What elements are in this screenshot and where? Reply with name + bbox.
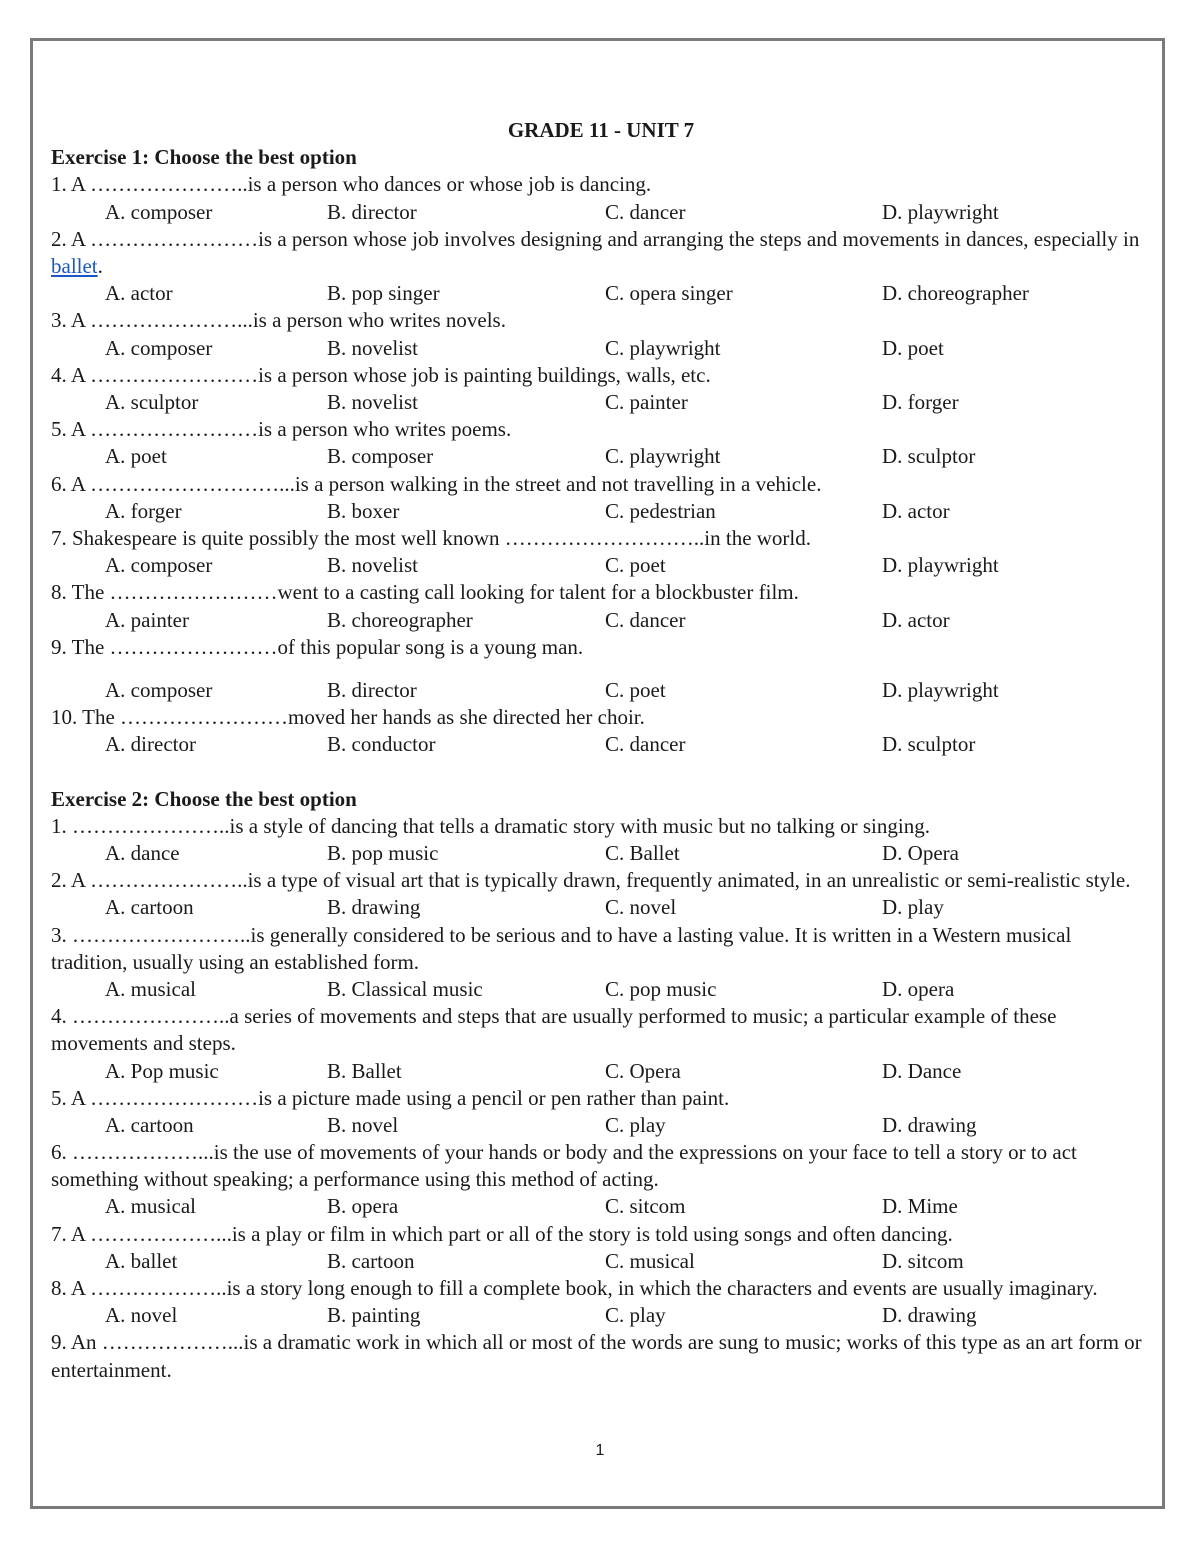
question-text — [51, 416, 1151, 443]
question-text — [51, 1275, 1151, 1302]
options-row — [51, 335, 1151, 362]
question-text — [51, 704, 1151, 731]
page-number: 1 — [595, 1442, 605, 1459]
question-stem: 1. A …………………..is a person who dances or whose job is dancing. — [51, 172, 652, 197]
question-stem: 5. A ……………………is a picture made using a pencil or pen rather than paint. — [51, 1085, 730, 1110]
option-b: B. novelist — [327, 389, 419, 414]
question-text — [51, 579, 1151, 606]
exercises — [51, 144, 1151, 1384]
question-stem: 2. A ……………………is a person whose job involves designing and arranging the steps and movements in dances, especially in — [51, 226, 1140, 251]
option-c: C. dancer — [605, 607, 686, 632]
ballet-link[interactable]: ballet — [51, 254, 98, 278]
options-row — [51, 280, 1151, 307]
option-a: A. composer — [105, 677, 213, 702]
question-stem: 8. The ……………………went to a casting call looking for talent for a blockbuster film. — [51, 580, 799, 605]
question-text — [51, 634, 1151, 661]
option-d: D. playwright — [882, 553, 999, 578]
option-a: A. painter — [105, 607, 189, 632]
option-d: D. forger — [882, 389, 959, 414]
option-c: C. play — [605, 1303, 666, 1328]
option-c: C. Opera — [605, 1058, 681, 1083]
option-a: A. forger — [105, 498, 182, 523]
question-text — [51, 307, 1151, 334]
option-a: A. composer — [105, 553, 213, 578]
options-row — [51, 1058, 1151, 1085]
option-b: B. conductor — [327, 732, 436, 757]
question-spacer — [51, 661, 1151, 677]
question-text — [51, 867, 1151, 894]
options-row — [51, 389, 1151, 416]
option-d: D. playwright — [882, 199, 999, 224]
question-text — [51, 1085, 1151, 1112]
question-text — [51, 1139, 1151, 1193]
option-c: C. opera singer — [605, 281, 733, 306]
question-text — [51, 1221, 1151, 1248]
options-row — [51, 199, 1151, 226]
option-b: B. choreographer — [327, 607, 473, 632]
question-text — [51, 171, 1151, 198]
option-a: A. sculptor — [105, 389, 199, 414]
option-b: B. pop music — [327, 840, 439, 865]
question-stem: 9. The ……………………of this popular song is a young man. — [51, 634, 584, 659]
option-b: B. painting — [327, 1303, 421, 1328]
question-stem: 7. Shakespeare is quite possibly the most well known ………………………..in the world. — [51, 525, 812, 550]
option-b: B. opera — [327, 1194, 399, 1219]
options-row — [51, 1248, 1151, 1275]
question-text — [51, 1003, 1151, 1057]
options-row — [51, 677, 1151, 704]
option-b: B. drawing — [327, 895, 421, 920]
exercise-heading: Exercise 1: Choose the best option — [51, 145, 357, 170]
options-row — [51, 894, 1151, 921]
option-a: A. Pop music — [105, 1058, 219, 1083]
option-c: C. sitcom — [605, 1194, 686, 1219]
option-c: C. pedestrian — [605, 498, 716, 523]
option-c: C. dancer — [605, 732, 686, 757]
option-b: B. director — [327, 677, 417, 702]
option-d: D. sitcom — [882, 1248, 964, 1273]
option-b: B. novelist — [327, 553, 419, 578]
option-c: C. play — [605, 1112, 666, 1137]
option-d: D. Mime — [882, 1194, 958, 1219]
question-text — [51, 525, 1151, 552]
option-c: C. pop music — [605, 976, 717, 1001]
option-c: C. dancer — [605, 199, 686, 224]
exercise-heading: Exercise 2: Choose the best option — [51, 786, 357, 811]
options-row — [51, 1112, 1151, 1139]
option-a: A. poet — [105, 444, 167, 469]
option-b: B. novelist — [327, 335, 419, 360]
option-c: C. playwright — [605, 335, 721, 360]
options-row — [51, 552, 1151, 579]
option-d: D. Dance — [882, 1058, 962, 1083]
option-c: C. poet — [605, 677, 666, 702]
option-b: B. Ballet — [327, 1058, 402, 1083]
option-d: D. Opera — [882, 840, 959, 865]
option-c: C. painter — [605, 389, 688, 414]
options-row — [51, 976, 1151, 1003]
option-b: B. Classical music — [327, 976, 483, 1001]
question-text — [51, 813, 1151, 840]
options-row — [51, 731, 1151, 758]
option-a: A. musical — [105, 976, 196, 1001]
option-d: D. choreographer — [882, 281, 1029, 306]
option-a: A. cartoon — [105, 895, 194, 920]
option-b: B. boxer — [327, 498, 400, 523]
question-stem: 10. The ……………………moved her hands as she directed her choir. — [51, 705, 645, 730]
option-d: D. play — [882, 895, 944, 920]
question-text — [51, 226, 1151, 280]
question-stem: 3. ……………………..is generally considered to be serious and to have a lasting value. It is written in a Western musical tradition, usually using an established form. — [51, 922, 1072, 974]
question-stem: 6. A ………………………...is a person walking in the street and not travelling in a vehicle. — [51, 471, 822, 496]
worksheet-content — [51, 117, 1151, 1384]
option-c: C. playwright — [605, 444, 721, 469]
option-d: D. sculptor — [882, 732, 976, 757]
question-text — [51, 922, 1151, 976]
option-a: A. cartoon — [105, 1112, 194, 1137]
option-a: A. musical — [105, 1194, 196, 1219]
question-stem: 4. …………………..a series of movements and steps that are usually performed to music; a particular example of these movements and steps. — [51, 1004, 1057, 1056]
option-b: B. director — [327, 199, 417, 224]
option-d: D. drawing — [882, 1303, 977, 1328]
option-c: C. novel — [605, 895, 677, 920]
option-c: C. musical — [605, 1248, 695, 1273]
options-row — [51, 607, 1151, 634]
question-stem: 8. A ………………..is a story long enough to fill a complete book, in which the characters and events are usually imaginary. — [51, 1276, 1098, 1301]
option-c: C. poet — [605, 553, 666, 578]
option-d: D. opera — [882, 976, 955, 1001]
options-row — [51, 840, 1151, 867]
option-b: B. cartoon — [327, 1248, 415, 1273]
question-text — [51, 362, 1151, 389]
question-stem: 6. ………………...is the use of movements of your hands or body and the expressions on your face to tell a story or to act something without speaking; a performance using this method of acting. — [51, 1140, 1077, 1192]
question-text — [51, 471, 1151, 498]
option-a: A. composer — [105, 335, 213, 360]
option-d: D. actor — [882, 498, 950, 523]
option-a: A. novel — [105, 1303, 178, 1328]
option-a: A. dance — [105, 840, 180, 865]
option-d: D. actor — [882, 607, 950, 632]
question-stem: 9. An ………………...is a dramatic work in which all or most of the words are sung to music; works of this type as an art form or entertainment. — [51, 1330, 1142, 1382]
option-b: B. pop singer — [327, 281, 440, 306]
option-a: A. composer — [105, 199, 213, 224]
question-stem: 7. A ………………...is a play or film in which part or all of the story is told using songs and often dancing. — [51, 1221, 953, 1246]
question-stem: 5. A ……………………is a person who writes poems. — [51, 417, 512, 442]
options-row — [51, 1193, 1151, 1220]
question-stem: 3. A …………………...is a person who writes novels. — [51, 308, 506, 333]
options-row — [51, 1302, 1151, 1329]
section-gap — [51, 759, 1151, 786]
option-b: B. composer — [327, 444, 434, 469]
option-a: A. director — [105, 732, 196, 757]
option-a: A. ballet — [105, 1248, 178, 1273]
option-d: D. poet — [882, 335, 944, 360]
question-stem-end: . — [97, 254, 103, 278]
option-d: D. drawing — [882, 1112, 977, 1137]
option-b: B. novel — [327, 1112, 399, 1137]
question-text — [51, 1329, 1151, 1383]
question-stem: 2. A …………………..is a type of visual art that is typically drawn, frequently animated, in an unrealistic or semi-realistic style. — [51, 868, 1131, 893]
option-d: D. sculptor — [882, 444, 976, 469]
question-stem: 4. A ……………………is a person whose job is painting buildings, walls, etc. — [51, 362, 711, 387]
options-row — [51, 498, 1151, 525]
option-c: C. Ballet — [605, 840, 680, 865]
option-a: A. actor — [105, 281, 173, 306]
option-d: D. playwright — [882, 677, 999, 702]
question-stem: 1. …………………..is a style of dancing that tells a dramatic story with music but no talking or singing. — [51, 813, 930, 838]
options-row — [51, 443, 1151, 470]
page-title: GRADE 11 - UNIT 7 — [507, 118, 695, 142]
